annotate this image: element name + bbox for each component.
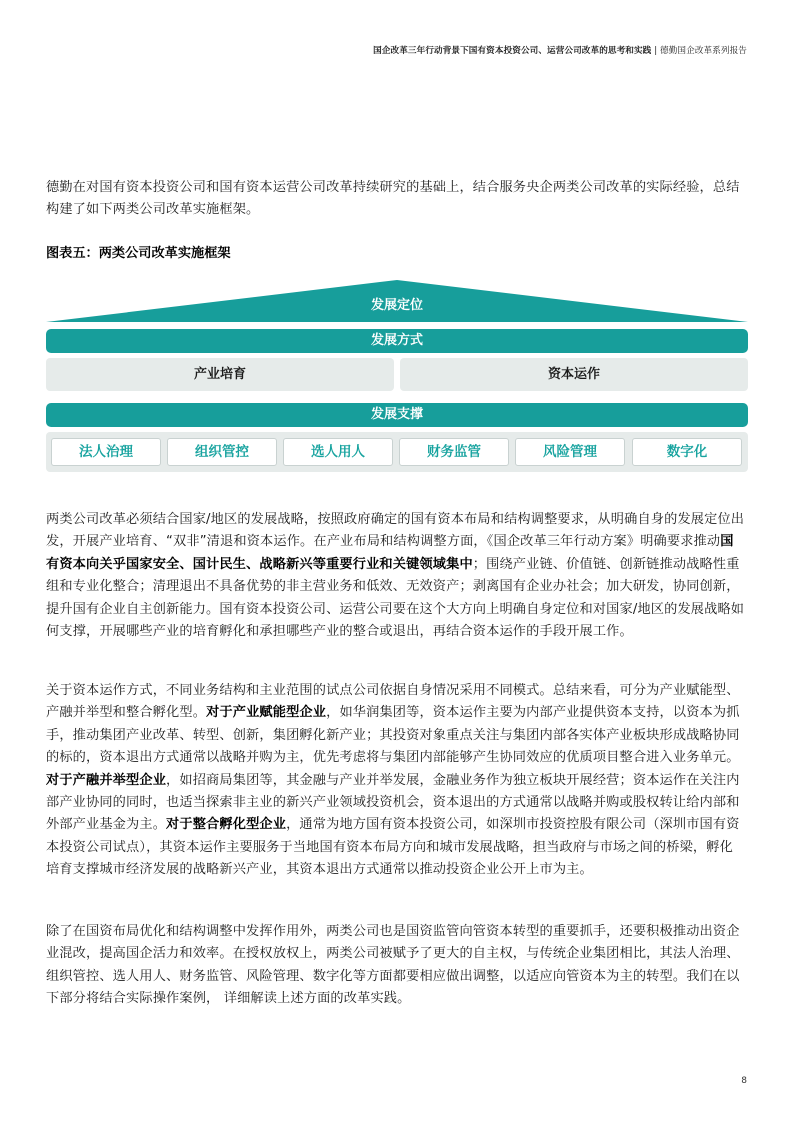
support-corporate-governance: 法人治理	[51, 438, 161, 466]
page-number: 8	[741, 1076, 747, 1086]
paragraph-development-strategy	[46, 509, 746, 643]
para2-bold-1: 对于产业赋能型企业	[206, 705, 327, 721]
para2-bold-3: 对于整合孵化型企业	[166, 817, 287, 833]
para2-bold-2: 对于产融并举型企业	[46, 772, 167, 788]
method-capital-operation: 资本运作	[400, 358, 748, 391]
support-financial-supervision: 财务监管	[399, 438, 509, 466]
para1-bold-1: 国有资本向关乎国家安全、国计民生、战略新兴等重要行业和关键领域集中	[46, 534, 734, 572]
positioning-label: 发展定位	[370, 298, 423, 313]
running-header	[373, 44, 747, 56]
intro-paragraph: 德勤在对国有资本投资公司和国有资本运营公司改革持续研究的基础上，结合服务央企两类公司改革的实际经验，总结构建了如下两类公司改革实施框架。	[46, 180, 740, 218]
paragraph-capital-operation	[46, 680, 746, 882]
para2-text-2: ，如华润集团等，资本运作主要为内部产业提供资本支持，以资本为抓手，推动集团产业改革、转型、创新，集团孵化新产业；其投资对象重点关注与集团内部各实体产业板块形成战略协同的标的，资本退出方式通常以战略并购为主，优先考虑将与集团内部能够产生协同效应的优质项目整合进入业务单元。	[46, 705, 740, 766]
header-title: 国企改革三年行动背景下国有资本投资公司、运营公司改革的思考和实践	[373, 46, 652, 56]
figure-caption: 图表五：两类公司改革实施框架	[46, 246, 231, 261]
header-series: 德勤国企改革系列报告	[660, 46, 747, 56]
para1-text-2: ；围绕产业链、价值链、创新链推动战略性重组和专业化整合；清理退出不具备优势的非主营业务和低效、无效资产；剥离国有企业办社会；加大研发，协同创新，提升国有企业自主创新能力。国有资本投资公司、运营公司要在这个大方向上明确自身定位和对国家/地区的发展战略如何支撑，开展哪些产业的培育孵化和承担哪些产业的整合或退出，再结合资本运作的手段开展工作。	[46, 556, 745, 640]
support-personnel: 选人用人	[283, 438, 393, 466]
para2-text-3: ，如招商局集团等，其金融与产业并举发展，金融业务作为独立板块开展经营；资本运作在关注内部产业协同的同时，也适当探索非主业的新兴产业领域投资机会，资本退出的方式通常以战略并购或股权转让给内部和外部产业基金为主。	[46, 772, 740, 833]
paragraph-transformation: 除了在国资布局优化和结构调整中发挥作用外，两类公司也是国资监管向管资本转型的重要抓手，还要积极推动出资企业混改，提高国企活力和效率。在授权放权上，两类公司被赋予了更大的自主权，与传统企业集团相比，其法人治理、组织管控、选人用人、财务监管、风险管理、数字化等方面都要相应做出调整，以适应向管资本为主的转型。我们在以下部分将结合实际操作案例， 详细解读上述方面的改革实践。	[46, 924, 740, 1007]
method-band: 发展方式	[46, 329, 748, 353]
para2-text-4: ，通常为地方国有资本投资公司，如深圳市投资控股有限公司（深圳市国有资本投资公司试点），其资本运作主要服务于当地国有资本布局方向和城市发展战略，担当政府与市场之间的桥梁，孵化培育支撑城市经济发展的战略新兴产业，其资本退出方式通常以推动投资企业公开上市为主。	[46, 817, 740, 878]
method-industry-cultivation: 产业培育	[46, 358, 394, 391]
header-separator: |	[654, 46, 658, 56]
support-risk-management: 风险管理	[515, 438, 625, 466]
support-digitalization: 数字化	[632, 438, 742, 466]
para2-text-1: 关于资本运作方式，不同业务结构和主业范围的试点公司依据自身情况采用不同模式。总结来看，可分为产业赋能型、产融并举型和整合孵化型。	[46, 683, 740, 721]
para1-text-1: 两类公司改革必须结合国家/地区的发展战略，按照政府确定的国有资本布局和结构调整要求，从明确自身的发展定位出发，开展产业培育、“双非”清退和资本运作。在产业布局和结构调整方面，《国企改革三年行动方案》明确要求推动	[46, 512, 745, 550]
support-org-control: 组织管控	[167, 438, 277, 466]
support-band: 发展支撑	[46, 403, 748, 427]
